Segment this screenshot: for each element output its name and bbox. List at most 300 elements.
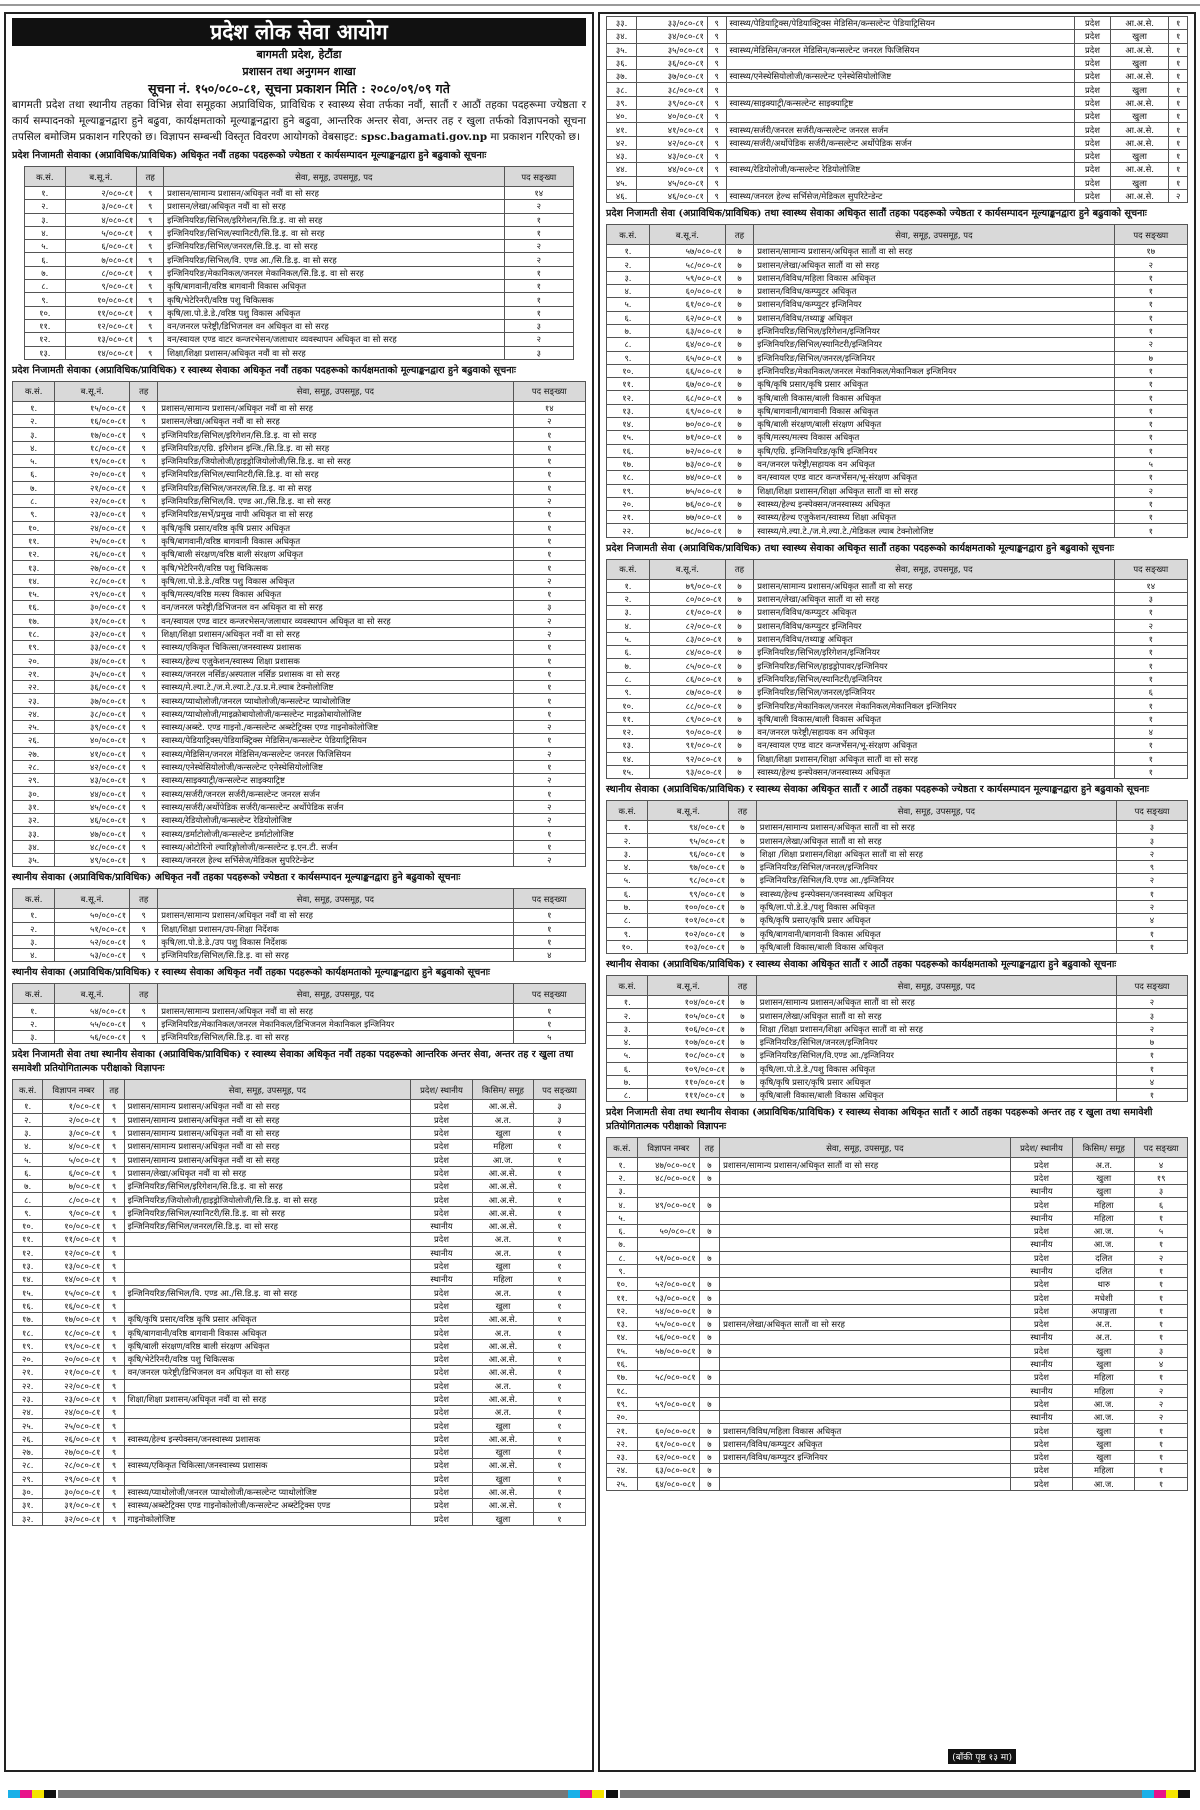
post-cell: प्रशासन/विविध/कम्प्युटर अधिकृत — [720, 1437, 1011, 1450]
post-cell: प्रशासन/लेखा/अधिकृत नवौं वा सो सरह — [124, 1166, 411, 1179]
level-cell: ९ — [130, 521, 158, 534]
post-count-cell: १ — [533, 1193, 585, 1206]
ad-number-cell: ३९/०८०-८१ — [637, 96, 708, 109]
level-cell: ९ — [137, 253, 164, 266]
category-cell: आ.अ.से. — [472, 1100, 533, 1113]
post-cell: स्वास्थ्य/हेल्थ इन्स्पेक्सन/जनस्वास्थ्य अधिकृत — [754, 497, 1114, 510]
serial-cell: १४. — [607, 1331, 638, 1344]
category-cell: आ.अ.से. — [472, 1180, 533, 1193]
serial-cell: ९. — [607, 1264, 638, 1277]
serial-cell: २६. — [13, 1432, 43, 1445]
category-cell: खुला — [1110, 30, 1168, 43]
post-count-cell: २ — [513, 747, 586, 760]
post-count-cell: १ — [1135, 1318, 1188, 1331]
level-cell: ९ — [130, 534, 158, 547]
serial-cell: २७. — [13, 1446, 43, 1459]
post-count-cell: १ — [1114, 311, 1188, 324]
post-cell: वन/स्वायल एण्ड वाटर कन्जर्भेसन/भू-संरक्षण अधिकृत — [754, 471, 1114, 484]
table-row — [13, 1512, 586, 1525]
table-row — [607, 1075, 1188, 1088]
level-cell: ९ — [137, 346, 164, 359]
table-row — [13, 1379, 586, 1392]
serial-cell: ३. — [13, 428, 55, 441]
level-cell: ९ — [137, 240, 164, 253]
level-cell: ९ — [130, 800, 158, 813]
serial-cell: १९. — [607, 484, 650, 497]
table-row — [13, 787, 586, 800]
column-header: ब.सू.नं. — [65, 167, 137, 187]
ad-number-cell: ४२/०८०-८१ — [637, 136, 708, 149]
column-header: पद सङ्ख्या — [513, 984, 586, 1004]
level-cell: ७ — [725, 311, 754, 324]
table-row — [607, 1264, 1188, 1277]
post-count-cell: २ — [504, 200, 573, 213]
province-local-cell: प्रदेश — [411, 1406, 473, 1419]
notice-number-cell: ८१/०८०-८१ — [649, 606, 725, 619]
table-row — [607, 659, 1188, 672]
post-count-cell: १ — [1169, 43, 1188, 56]
column-header: किसिम/ समूह — [472, 1080, 533, 1100]
top-rule — [0, 4, 1200, 6]
category-cell: मधेशी — [1073, 1291, 1135, 1304]
notice-number-cell: ४९/०८०-८१ — [55, 853, 130, 866]
serial-cell: १०. — [607, 364, 650, 377]
serial-cell: ३६. — [607, 56, 637, 69]
notice-number-cell: ७३/०८०-८१ — [649, 457, 725, 470]
notice-number-cell: ४/०८०-८१ — [65, 213, 137, 226]
table-row — [13, 494, 586, 507]
post-cell — [124, 1246, 411, 1259]
post-cell: कृषि/कृषि प्रसार/वरिष्ठ कृषि प्रसार अधिकृत — [124, 1313, 411, 1326]
table-header-row — [13, 1080, 586, 1100]
post-cell: कृषि/बाली विकास/बाली विकास अधिकृत — [754, 391, 1114, 404]
level-cell: ९ — [707, 110, 726, 123]
serial-cell: ७. — [607, 324, 650, 337]
serial-cell: १८. — [13, 1326, 43, 1339]
website-link[interactable]: spsc.bagamati.gov.np — [361, 131, 488, 143]
province-local-cell: प्रदेश — [1074, 136, 1110, 149]
level-cell: ७ — [725, 699, 754, 712]
column-header: पद सङ्ख्या — [513, 381, 586, 401]
serial-cell: ३७. — [607, 70, 637, 83]
level-cell: ९ — [104, 1472, 124, 1485]
post-cell: इन्जिनियरिङ/सिभिल/सि.डि.इ. वा सो सरह — [158, 949, 513, 962]
level-cell: ९ — [130, 548, 158, 561]
post-count-cell: १ — [1135, 1424, 1188, 1437]
post-cell: प्रशासन/सामान्य प्रशासन/अधिकृत सातौं वा सो सरह — [720, 1158, 1011, 1171]
ad-number-cell: २८/०८०-८१ — [43, 1459, 104, 1472]
serial-cell: १७. — [13, 614, 55, 627]
serial-cell: ६. — [607, 646, 650, 659]
notice-number-cell: ९/०८०-८१ — [65, 280, 137, 293]
level-cell: ७ — [725, 351, 754, 364]
table-header-row — [607, 559, 1188, 579]
level-cell: ७ — [725, 431, 754, 444]
post-cell: वन/जनरल फरेष्ट्री/सहायक वन अधिकृत — [754, 457, 1114, 470]
post-cell: शिक्षा/शिक्षा प्रशासन/उप-शिक्षा निर्देशक — [158, 922, 513, 935]
serial-cell: ३१. — [13, 1499, 43, 1512]
post-count-cell: १ — [513, 654, 586, 667]
level-cell: ९ — [137, 266, 164, 279]
post-count-cell: १ — [1135, 1437, 1188, 1450]
post-count-cell: १ — [533, 1153, 585, 1166]
notice-number-cell: ८३/०८०-८१ — [649, 632, 725, 645]
post-cell: इन्जिनियरिङ/सिभिल/स्यानिटरी/इन्जिनियर — [754, 672, 1114, 685]
column-header: पद सङ्ख्या — [1116, 801, 1187, 821]
post-count-cell: २ — [1116, 900, 1187, 913]
serial-cell: ५. — [13, 455, 55, 468]
column-header: तह — [130, 984, 158, 1004]
column-header: किसिम/ समूह — [1073, 1138, 1135, 1158]
ad-number-cell: २७/०८०-८१ — [43, 1446, 104, 1459]
notice-number-cell: १०७/०८०-८१ — [648, 1036, 729, 1049]
post-count-cell: १ — [1135, 1304, 1188, 1317]
notice-number-cell: १८/०८०-८१ — [55, 441, 130, 454]
table-row — [13, 1419, 586, 1432]
ad-number-cell: ३/०८०-८१ — [43, 1126, 104, 1139]
notice-number-cell: ६५/०८०-८१ — [649, 351, 725, 364]
post-cell: इन्जिनियरिङ/सिभिल/इरिगेशन/सि.डि.इ. वा सो सरह — [158, 428, 513, 441]
post-count-cell: १ — [513, 521, 586, 534]
notice-number-cell: ३०/०८०-८१ — [55, 601, 130, 614]
serial-cell: १७. — [607, 457, 650, 470]
post-count-cell: १७ — [1114, 245, 1188, 258]
category-cell: खुला — [472, 1299, 533, 1312]
serial-cell: ६. — [607, 1224, 638, 1237]
notice-number-cell: ९५/०८०-८१ — [648, 834, 729, 847]
post-cell — [124, 1379, 411, 1392]
post-cell: स्वास्थ्य/प्याथोलोजी/जनरल प्याथोलोजी/कन्सल्टेन्ट प्याथोलोजिष्ट — [158, 694, 513, 707]
post-count-cell: १ — [504, 226, 573, 239]
serial-cell: १५. — [607, 765, 650, 778]
post-cell: इन्जिनियरिङ/सिभिल/स्यानिटरी/सि.डि.इ. वा सो सरह — [124, 1206, 411, 1219]
serial-cell: ७. — [13, 481, 55, 494]
table-row — [607, 1238, 1188, 1251]
level-cell: ७ — [729, 940, 757, 953]
notice-number-cell: ५५/०८०-८१ — [55, 1017, 130, 1030]
promotion-table — [12, 381, 586, 867]
post-count-cell: १ — [533, 1485, 585, 1498]
post-count-cell: १४ — [1114, 579, 1188, 592]
notice-number-cell: ९९/०८०-८१ — [648, 887, 729, 900]
post-cell: कृषि/भेटेरिनरी/वरिष्ठ पशु चिकित्सक — [164, 293, 504, 306]
level-cell: ९ — [130, 627, 158, 640]
level-cell: ९ — [130, 574, 158, 587]
post-cell: कृषि/एग्रि. इन्जिनियरिङ/कृषि इन्जिनियर — [754, 444, 1114, 457]
post-count-cell: २ — [1114, 484, 1188, 497]
province-local-cell: स्थानीय — [1010, 1331, 1073, 1344]
level-cell: ९ — [130, 774, 158, 787]
level-cell: ९ — [104, 1379, 124, 1392]
post-count-cell: २ — [513, 800, 586, 813]
notice-number-cell: ५०/०८०-८१ — [55, 909, 130, 922]
province-local-cell: प्रदेश — [1074, 83, 1110, 96]
serial-cell: १६. — [607, 1357, 638, 1370]
province-local-cell: प्रदेश — [411, 1259, 473, 1272]
table-row — [607, 1424, 1188, 1437]
level-cell: ७ — [729, 874, 757, 887]
ad-number-cell: ३२/०८०-८१ — [43, 1512, 104, 1525]
table-row — [607, 1397, 1188, 1410]
post-count-cell: २ — [1116, 847, 1187, 860]
level-cell: ७ — [699, 1424, 719, 1437]
serial-cell: २. — [13, 1017, 55, 1030]
level-cell: ७ — [725, 404, 754, 417]
category-cell: खुला — [1110, 176, 1168, 189]
serial-cell: २३. — [607, 1451, 638, 1464]
post-count-cell: ३ — [533, 1100, 585, 1113]
post-cell: स्वास्थ्य/रेडियोलोजी/कन्सल्टेन्ट रेडियोलोजिष्ट — [158, 814, 513, 827]
serial-cell: ६. — [13, 468, 55, 481]
post-cell: इन्जिनियरिङ/सिभिल/स्यानिटरी/इन्जिनियर — [754, 338, 1114, 351]
post-count-cell: १ — [533, 1246, 585, 1259]
post-cell: स्वास्थ्य/जनरल हेल्थ सर्भिसेज/मेडिकल सुपरिटेन्डेन्ट — [158, 853, 513, 866]
serial-cell: ९. — [607, 927, 648, 940]
serial-cell: ७. — [13, 1180, 43, 1193]
post-cell: स्वास्थ्य/अब्स्टे. एण्ड गाइनो./कन्सल्टेन्ट अब्स्टेट्रिक्स एण्ड गाइनोकोलोजिष्ट — [158, 720, 513, 733]
level-cell: ९ — [130, 1004, 158, 1017]
ad-number-cell: २०/०८०-८१ — [43, 1352, 104, 1365]
post-count-cell: १ — [1114, 606, 1188, 619]
promotion-table — [12, 983, 586, 1044]
section-title: प्रदेश निजामती सेवा (अप्राविधिक/प्राविधिक) तथा स्वास्थ्य सेवाका अधिकृत सातौं तहका पदहरूको कार्यक्षमताको मूल्याङ्कनद्वारा हुने बढुवाको सूचनाः — [606, 542, 1115, 554]
post-cell: कृषि/बागवानी/बागवानी विकास अधिकृत — [756, 927, 1116, 940]
notice-number-cell: ८६/०८०-८१ — [649, 672, 725, 685]
post-count-cell: १ — [1114, 646, 1188, 659]
table-row — [607, 311, 1188, 324]
post-count-cell: ४ — [513, 949, 586, 962]
level-cell: ९ — [130, 814, 158, 827]
column-header: क.सं. — [607, 976, 648, 996]
post-cell: इन्जिनियरिङ/सिभिल/वि.एण्ड आ./इन्जिनियर — [756, 1049, 1116, 1062]
serial-cell: ३३. — [13, 827, 55, 840]
level-cell: ९ — [130, 401, 158, 414]
province-local-cell: स्थानीय — [1010, 1384, 1073, 1397]
table-row — [607, 364, 1188, 377]
post-count-cell: १ — [513, 667, 586, 680]
ad-number-cell: ४३/०८०-८१ — [637, 149, 708, 162]
post-count-cell: १ — [513, 734, 586, 747]
category-cell: महिला — [1073, 1371, 1135, 1384]
post-count-cell: ३ — [513, 601, 586, 614]
table-row — [607, 324, 1188, 337]
post-count-cell: १ — [513, 481, 586, 494]
post-count-cell: १ — [513, 534, 586, 547]
level-cell: ९ — [130, 415, 158, 428]
table-row — [13, 1180, 586, 1193]
level-cell: ९ — [130, 720, 158, 733]
level-cell: ९ — [130, 654, 158, 667]
post-cell: स्वास्थ्य/मे.ल्या.टे./ज.मे.ल्या.टे./उ.प्र.मे.ल्याब टेक्नोलोजिष्ट — [158, 681, 513, 694]
notice-number-cell: २०/०८०-८१ — [55, 468, 130, 481]
notice-number-cell: ३५/०८०-८१ — [55, 667, 130, 680]
category-cell: अ.त. — [1073, 1158, 1135, 1171]
section-title: स्थानीय सेवाका (अप्राविधिक/प्राविधिक) र स्वास्थ्य सेवाका अधिकृत सातौं र आठौं तहका पदहरूको ज्येष्ठता र कार्यसम्पादन मूल्याङ्कनद्वारा हुने बढुवाको सूचनाः — [606, 784, 1149, 796]
serial-cell: ३०. — [13, 1485, 43, 1498]
branch-name: प्रशासन तथा अनुगमन शाखा — [242, 65, 356, 78]
promotion-table — [606, 559, 1188, 779]
intro-end: मा प्रकाशन गरिएको छ। — [490, 131, 580, 143]
table-row — [25, 293, 574, 306]
notice-number-cell: ५१/०८०-८१ — [55, 922, 130, 935]
notice-number-cell: ७०/०८०-८१ — [649, 418, 725, 431]
table-row — [13, 641, 586, 654]
table-row — [607, 30, 1188, 43]
category-cell: आ.ज. — [1073, 1397, 1135, 1410]
registration-swatch-cyan — [1142, 1790, 1154, 1798]
serial-cell: २. — [13, 922, 55, 935]
category-cell: आ.अ.से. — [1110, 96, 1168, 109]
notice-number-cell: २/०८०-८१ — [65, 187, 137, 200]
ad-number-cell: ६/०८०-८१ — [43, 1166, 104, 1179]
province-local-cell: प्रदेश — [1074, 176, 1110, 189]
post-cell: वन/स्वायल एण्ड वाटर कन्जरभेसन/जलाधार व्यवस्थापन अधिकृत वा सो सरह — [164, 333, 504, 346]
column-header: तह — [137, 167, 164, 187]
notice-number-cell: २१/०८०-८१ — [55, 481, 130, 494]
post-count-cell: १ — [1116, 1049, 1187, 1062]
registration-swatch-yellow — [32, 1790, 44, 1798]
serial-cell: ८. — [607, 672, 650, 685]
level-cell: ९ — [130, 641, 158, 654]
post-count-cell: १ — [513, 468, 586, 481]
serial-cell: २. — [607, 592, 650, 605]
serial-cell: १२. — [25, 333, 66, 346]
serial-cell: ४. — [607, 1198, 638, 1211]
registration-swatch-yellow — [592, 1790, 604, 1798]
post-cell — [720, 1264, 1011, 1277]
province-local-cell: प्रदेश — [1010, 1437, 1073, 1450]
province-local-cell: प्रदेश — [411, 1193, 473, 1206]
table-row — [13, 760, 586, 773]
post-count-cell: १ — [1114, 444, 1188, 457]
post-count-cell: १ — [1135, 1291, 1188, 1304]
table-row — [607, 712, 1188, 725]
table-row — [607, 1211, 1188, 1224]
level-cell: ९ — [104, 1140, 124, 1153]
column-header: तह — [725, 559, 754, 579]
post-cell: प्रशासन/विविध/तथ्याङ्क अधिकृत — [754, 311, 1114, 324]
post-count-cell: १ — [513, 641, 586, 654]
level-cell: ९ — [130, 840, 158, 853]
level-cell: ९ — [707, 56, 726, 69]
post-count-cell: २ — [513, 415, 586, 428]
serial-cell: ३. — [607, 1185, 638, 1198]
post-count-cell: १ — [1169, 149, 1188, 162]
level-cell: ७ — [725, 258, 754, 271]
registration-swatch-cyan — [8, 1790, 20, 1798]
post-cell: इन्जिनियरिङ/सिभिल/वि. एण्ड आ./सि.डि.इ. वा सो सरह — [124, 1286, 411, 1299]
province-local-cell: प्रदेश — [1074, 96, 1110, 109]
table-row — [13, 774, 586, 787]
post-count-cell: १ — [513, 561, 586, 574]
level-cell: ७ — [725, 579, 754, 592]
ad-number-cell: ३४/०८०-८१ — [637, 30, 708, 43]
column-header: पद सङ्ख्या — [1114, 225, 1188, 245]
table-row — [607, 914, 1188, 927]
post-cell: वन/जनरल फरेष्ट्री/डिभिजनल वन अधिकृत वा सो सरह — [124, 1366, 411, 1379]
post-count-cell: १ — [533, 1499, 585, 1512]
post-count-cell: ३ — [1116, 821, 1187, 834]
serial-cell: ६. — [13, 1166, 43, 1179]
level-cell: ७ — [699, 1464, 719, 1477]
table-row — [13, 1113, 586, 1126]
serial-cell: २१. — [13, 667, 55, 680]
ad-number-cell: ४९/०८०-०८१ — [637, 1198, 699, 1211]
level-cell: ९ — [130, 508, 158, 521]
ad-number-cell: १/०८०-८१ — [43, 1100, 104, 1113]
notice-number-cell: ८२/०८०-८१ — [649, 619, 725, 632]
post-cell: स्वास्थ्य/ओटोरिनो ल्यारिङ्गोलोजी/कन्सल्टेन्ट इ.एन.टी. सर्जन — [158, 840, 513, 853]
post-count-cell: १ — [1116, 927, 1187, 940]
serial-cell: ४. — [25, 226, 66, 239]
post-cell: स्वास्थ्य/एनेस्थेसियोलोजी/कन्सल्टेन्ट एनेस्थेसियोलोजिष्ट — [158, 760, 513, 773]
notice-number-cell: ६४/०८०-८१ — [649, 338, 725, 351]
ad-number-cell: ११/०८०-८१ — [43, 1233, 104, 1246]
post-count-cell: १ — [533, 1286, 585, 1299]
province-local-cell: प्रदेश — [1010, 1158, 1073, 1171]
post-count-cell: १ — [1114, 524, 1188, 537]
level-cell: ९ — [104, 1459, 124, 1472]
table-row — [607, 444, 1188, 457]
notice-number-cell: ४५/०८०-८१ — [55, 800, 130, 813]
serial-cell: २९. — [13, 1472, 43, 1485]
notice-number-cell: ४४/०८०-८१ — [55, 787, 130, 800]
level-cell: ७ — [699, 1291, 719, 1304]
serial-cell: ९. — [25, 293, 66, 306]
province-local-cell: स्थानीय — [1010, 1411, 1073, 1424]
post-cell — [720, 1331, 1011, 1344]
notice-number-cell: ८०/०८०-८१ — [649, 592, 725, 605]
post-count-cell: २ — [1116, 1022, 1187, 1035]
serial-cell: ४४. — [607, 163, 637, 176]
table-row — [13, 720, 586, 733]
notice-number-cell: १०२/०८०-८१ — [648, 927, 729, 940]
notice-number-cell: ३३/०८०-८१ — [55, 641, 130, 654]
ad-number-cell: १६/०८०-८१ — [43, 1299, 104, 1312]
province-local-cell: प्रदेश — [411, 1313, 473, 1326]
level-cell: ९ — [104, 1499, 124, 1512]
level-cell: ९ — [130, 428, 158, 441]
notice-number-cell: २६/०८०-८१ — [55, 548, 130, 561]
level-cell: ७ — [725, 378, 754, 391]
column-header: ब.सू.नं. — [649, 225, 725, 245]
category-cell: आ.अ.से. — [472, 1206, 533, 1219]
level-cell: ९ — [130, 667, 158, 680]
post-count-cell: १ — [1135, 1477, 1188, 1490]
post-cell: स्वास्थ्य/हेल्थ एजुकेशन/स्वास्थ्य शिक्षा अधिकृत — [754, 511, 1114, 524]
table-row — [607, 1036, 1188, 1049]
level-cell: ९ — [104, 1419, 124, 1432]
notice-number-cell: ५९/०८०-८१ — [649, 271, 725, 284]
registration-swatch-magenta — [1154, 1790, 1166, 1798]
ad-number-cell — [637, 1264, 699, 1277]
column-header: क.सं. — [607, 559, 650, 579]
serial-cell: १०. — [607, 940, 648, 953]
registration-swatch-black — [44, 1790, 56, 1798]
post-count-cell: २ — [1135, 1397, 1188, 1410]
category-cell: आ.ज. — [1073, 1224, 1135, 1237]
notice-number-cell: ६३/०८०-८१ — [649, 324, 725, 337]
table-row — [607, 17, 1188, 30]
table-row — [13, 1017, 586, 1030]
notice-number-cell: ६१/०८०-८१ — [649, 298, 725, 311]
post-count-cell: १ — [1169, 110, 1188, 123]
notice-number-cell: ४२/०८०-८१ — [55, 760, 130, 773]
notice-number-cell: ९६/०८०-८१ — [648, 847, 729, 860]
post-cell: शिक्षा/शिक्षा प्रशासन/अधिकृत नवौं वा सो सरह — [124, 1392, 411, 1405]
level-cell: ९ — [104, 1113, 124, 1126]
level-cell: ७ — [725, 524, 754, 537]
